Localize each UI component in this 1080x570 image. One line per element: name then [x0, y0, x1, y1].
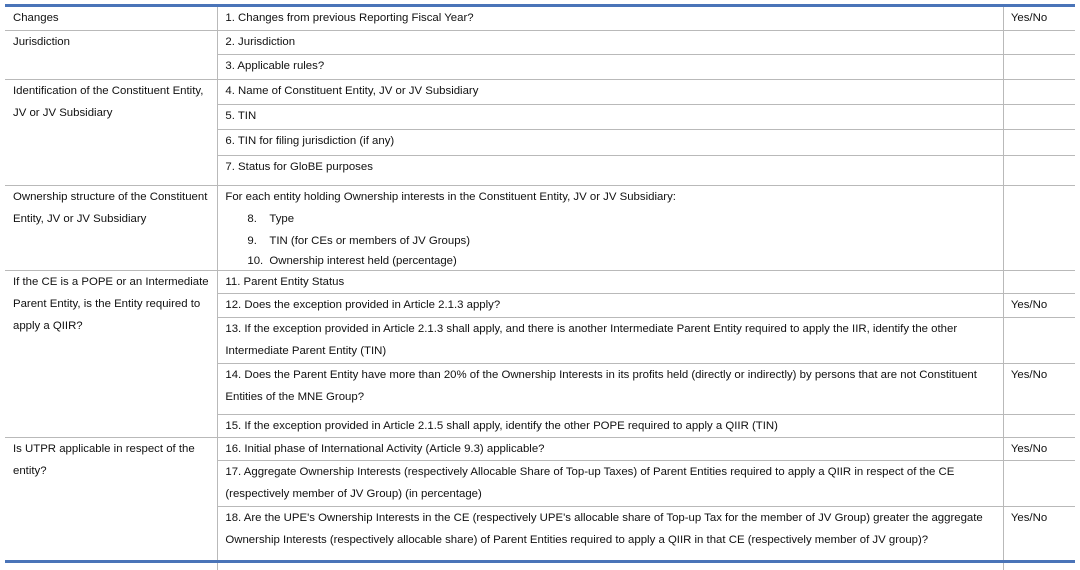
question-text: 12. Does the exception provided in Article 2.1.3 apply?: [218, 293, 1003, 317]
question-text: 14. Does the Parent Entity have more than 20% of the Ownership Interests in its profits held (directly or indirectly) by persons that are not Constituent Entities of the MNE Group?: [218, 363, 1003, 414]
table-row: [5, 185, 1075, 270]
answer-cell: [1003, 414, 1075, 437]
answer-cell: [1003, 270, 1075, 293]
subitem-number: 8.: [247, 212, 257, 225]
bottom-rule: [5, 560, 1075, 563]
ownership-subitem: [225, 230, 1002, 252]
question-text: 11. Parent Entity Status: [218, 270, 1003, 293]
question-text: 13. If the exception provided in Article 2.1.3 shall apply, and there is another Intermediate Parent Entity required to apply the IIR, identify the other Intermediate Parent Entity (TIN): [218, 317, 1003, 363]
table-row: [5, 270, 1075, 293]
table-row: [5, 30, 1075, 54]
question-grid: [5, 7, 1075, 570]
answer-cell: [1003, 317, 1075, 363]
answer-cell: Yes/No: [1003, 363, 1075, 414]
answer-cell: [1003, 129, 1075, 155]
section-label-identification: Identification of the Constituent Entity, JV or JV Subsidiary: [5, 79, 218, 185]
answer-cell: [1003, 155, 1075, 185]
answer-cell: Yes/No: [1003, 293, 1075, 317]
answer-cell: [1003, 460, 1075, 506]
ownership-subitem: [225, 252, 1002, 270]
question-text: 16. Initial phase of International Activity (Article 9.3) applicable?: [218, 437, 1003, 460]
question-text: 15. If the exception provided in Article 2.1.5 shall apply, identify the other POPE required to apply a QIIR (TIN): [218, 414, 1003, 437]
globe-information-table: [5, 4, 1075, 561]
question-text: 1. Changes from previous Reporting Fiscal Year?: [218, 7, 1003, 30]
answer-cell: [1003, 54, 1075, 79]
question-text: 6. TIN for filing jurisdiction (if any): [218, 129, 1003, 155]
table-row: [5, 79, 1075, 104]
question-text: 3. Applicable rules?: [218, 54, 1003, 79]
question-text: 17. Aggregate Ownership Interests (respectively Allocable Share of Top-up Taxes) of Parent Entities required to apply a QIIR in respect of the CE (respectively member of JV Group) (in percentage): [218, 460, 1003, 506]
section-label-jurisdiction: Jurisdiction: [5, 30, 218, 79]
ownership-subitem: [225, 208, 1002, 230]
question-text: 4. Name of Constituent Entity, JV or JV Subsidiary: [218, 79, 1003, 104]
ownership-intro: For each entity holding Ownership interests in the Constituent Entity, JV or JV Subsidiary:: [225, 190, 676, 203]
answer-cell: Yes/No: [1003, 7, 1075, 30]
answer-cell: Yes/No: [1003, 506, 1075, 570]
answer-cell: [1003, 185, 1075, 270]
question-text: 5. TIN: [218, 104, 1003, 129]
subitem-number: 9.: [247, 234, 257, 247]
answer-cell: [1003, 79, 1075, 104]
question-text: 2. Jurisdiction: [218, 30, 1003, 54]
subitem-text: TIN (for CEs or members of JV Groups): [269, 234, 471, 247]
section-label-utpr: Is UTPR applicable in respect of the entity?: [13, 442, 195, 477]
ownership-block: [218, 185, 1003, 270]
question-text: 18. Are the UPE's Ownership Interests in the CE (respectively UPE's allocable share of Top-up Tax for the member of JV Group) greater the aggregate Ownership Interests (respectively allocable share) of Parent Entities required to apply a QIIR in that CE (respectively member of JV group)?: [218, 506, 1003, 570]
answer-cell: [1003, 104, 1075, 129]
section-label-qiir: If the CE is a POPE or an Intermediate Parent Entity, is the Entity required to apply a QIIR?: [5, 270, 218, 437]
subitem-text: Ownership interest held (percentage): [269, 254, 457, 267]
subitem-number: 10.: [247, 254, 264, 267]
section-label-ownership: Ownership structure of the Constituent Entity, JV or JV Subsidiary: [5, 185, 218, 270]
subitem-text: Type: [269, 212, 295, 225]
table-row: [5, 437, 1075, 460]
answer-cell: [1003, 30, 1075, 54]
answer-cell: Yes/No: [1003, 437, 1075, 460]
question-text: 7. Status for GloBE purposes: [218, 155, 1003, 185]
section-label-changes: Changes: [5, 7, 218, 30]
table-row: [5, 7, 1075, 30]
